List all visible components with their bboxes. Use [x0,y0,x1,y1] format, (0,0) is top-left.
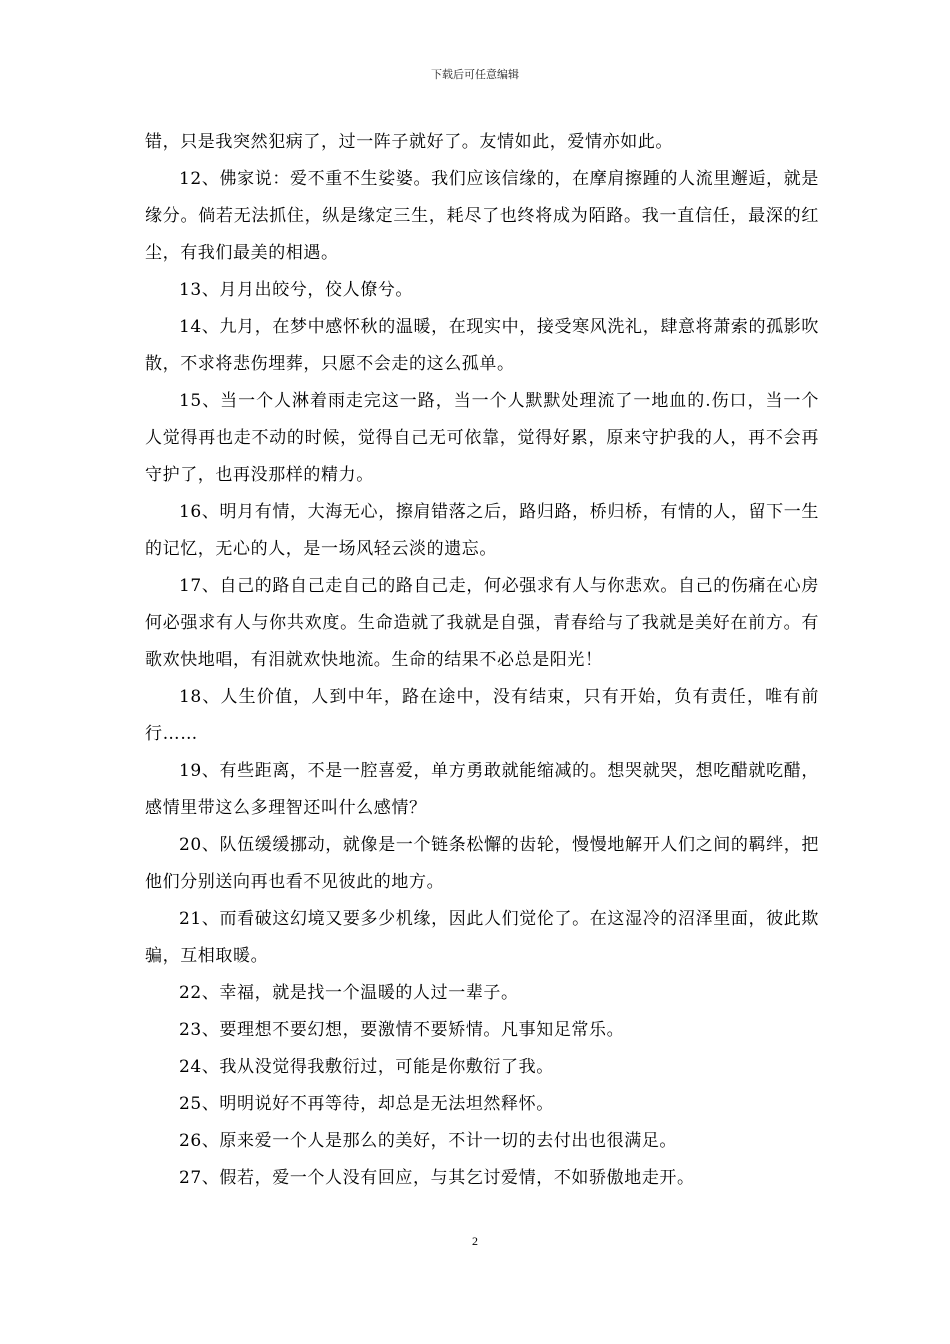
paragraph-continuation: 错，只是我突然犯病了，过一阵子就好了。友情如此，爱情亦如此。 [145,132,673,152]
paragraph-20: 20、队伍缓缓挪动，就像是一个链条松懈的齿轮，慢慢地解开人们之间的羁绊，把他们分别送向再也看不见彼此的地方。 [145,835,819,892]
paragraph-18: 18、人生价值，人到中年，路在途中，没有结束，只有开始，负有责任，唯有前行…… [145,687,819,744]
paragraph-13: 13、月月出皎兮，佼人僚兮。 [179,280,414,300]
paragraph-14: 14、九月，在梦中感怀秋的温暖，在现实中，接受寒风洗礼，肆意将萧索的孤影吹散，不求将悲伤埋葬，只愿不会走的这么孤单。 [145,317,819,374]
page-header: 下载后可任意编辑 [431,68,519,81]
paragraph-24: 24、我从没觉得我敷衍过，可能是你敷衍了我。 [179,1057,554,1077]
paragraph-15: 15、当一个人淋着雨走完这一路，当一个人默默处理流了一地血的.伤口，当一个人觉得再也走不动的时候，觉得自己无可依靠，觉得好累，原来守护我的人，再不会再守护了，也再没那样的精力。 [145,391,819,485]
paragraph-26: 26、原来爱一个人是那么的美好，不计一切的去付出也很满足。 [179,1131,678,1151]
paragraph-19: 19、有些距离，不是一腔喜爱，单方勇敢就能缩减的。想哭就哭，想吃醋就吃醋，感情里带这么多理智还叫什么感情？ [145,761,819,818]
page-number: 2 [472,1234,478,1248]
paragraph-23: 23、要理想不要幻想，要激情不要矫情。凡事知足常乐。 [179,1020,625,1040]
paragraph-16: 16、明月有情，大海无心，擦肩错落之后，路归路，桥归桥，有情的人，留下一生的记忆，无心的人，是一场风轻云淡的遗忘。 [145,502,819,559]
paragraph-12: 12、佛家说：爱不重不生娑婆。我们应该信缘的，在摩肩擦踵的人流里邂逅，就是缘分。倘若无法抓住，纵是缘定三生，耗尽了也终将成为陌路。我一直信任，最深的红尘，有我们最美的相遇。 [145,169,819,263]
document-body [145,124,819,1197]
paragraph-27: 27、假若，爱一个人没有回应，与其乞讨爱情，不如骄傲地走开。 [179,1168,695,1188]
paragraph-25: 25、明明说好不再等待，却总是无法坦然释怀。 [179,1094,554,1114]
paragraph-22: 22、幸福，就是找一个温暖的人过一辈子。 [179,983,519,1003]
paragraph-17: 17、自己的路自己走自己的路自己走，何必强求有人与你悲欢。自己的伤痛在心房何必强求有人与你共欢度。生命造就了我就是自强，青春给与了我就是美好在前方。有歌欢快地唱，有泪就欢快地流。生命的结果不必总是阳光！ [145,576,819,670]
paragraph-21: 21、而看破这幻境又要多少机缘，因此人们觉伦了。在这湿冷的沼泽里面，彼此欺骗，互相取暖。 [145,909,819,966]
